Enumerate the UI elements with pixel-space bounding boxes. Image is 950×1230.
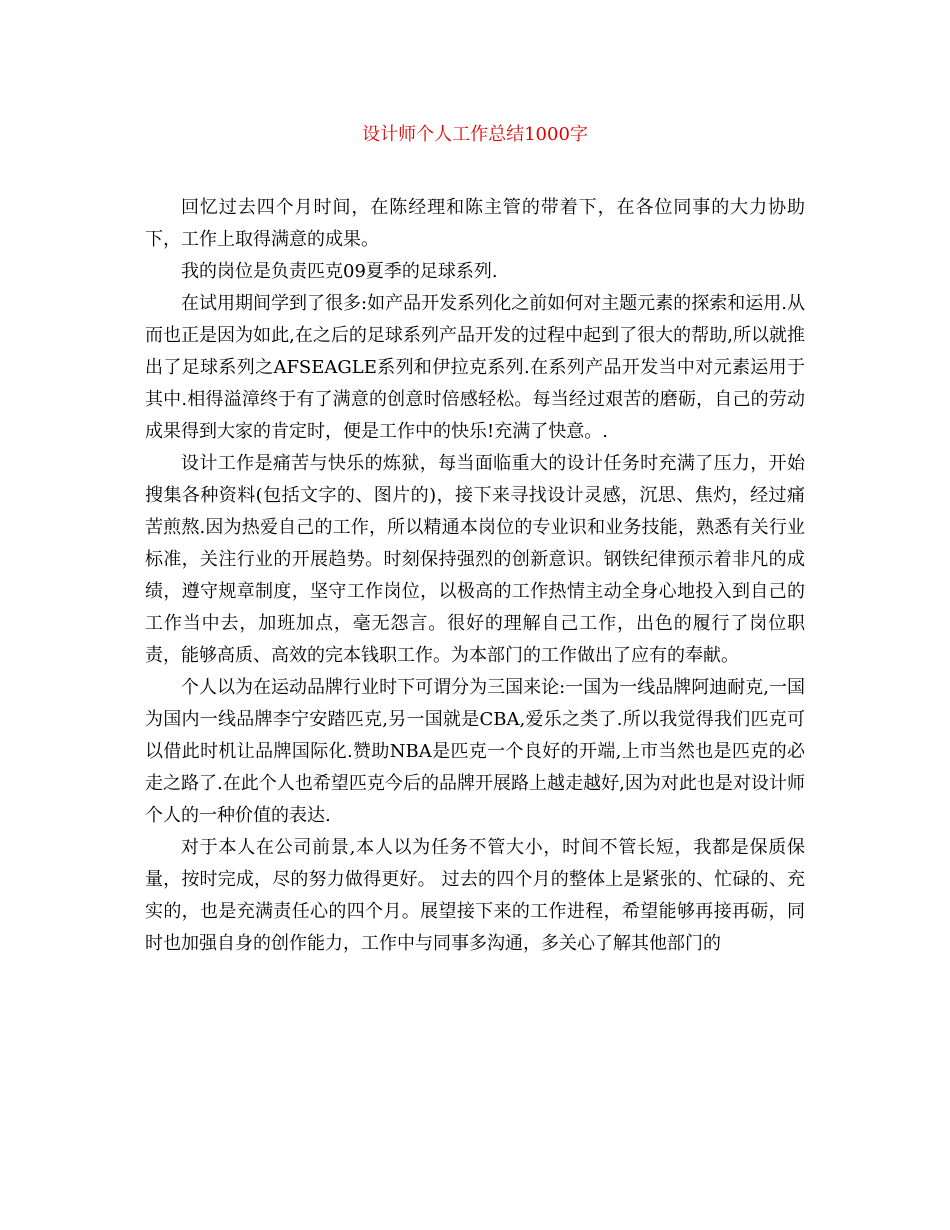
- paragraph-4: 设计工作是痛苦与快乐的炼狱，每当面临重大的设计任务时充满了压力，开始搜集各种资料(包括文字的、图片的)，接下来寻找设计灵感，沉思、焦灼，经过痛苦煎熬.因为热爱自己的工作，所以精通本岗位的专业识和业务技能，熟悉有关行业标准，关注行业的开展趋势。时刻保持强烈的创新意识。钢铁纪律预示着非凡的成绩，遵守规章制度，坚守工作岗位，以极高的工作热情主动全身心地投入到自己的工作当中去，加班加点，毫无怨言。很好的理解自己工作，出色的履行了岗位职责，能够高质、高效的完本钱职工作。为本部门的工作做出了应有的奉献。: [145, 453, 805, 666]
- paragraph-3: 在试用期间学到了很多:如产品开发系列化之前如何对主题元素的探索和运用.从而也正是因为如此,在之后的足球系列产品开发的过程中起到了很大的帮助,所以就推出了足球系列之AFSEAGLE系列和伊拉克系列.在系列产品开发当中对元素运用于其中.相得溢漳终于有了满意的创意时倍感轻松。每当经过艰苦的磨砺，自己的劳动成果得到大家的肯定时，便是工作中的快乐!充满了快意。.: [145, 293, 805, 442]
- document-body: [145, 192, 805, 960]
- document-title: 设计师个人工作总结1000字: [362, 124, 588, 145]
- paragraph-5: 个人以为在运动品牌行业时下可谓分为三国来论:一国为一线品牌阿迪耐克,一国为国内一线品牌李宁安踏匹克,另一国就是CBA,爱乐之类了.所以我觉得我们匹克可以借此时机让品牌国际化.赞助NBA是匹克一个良好的开端,上市当然也是匹克的必走之路了.在此个人也希望匹克今后的品牌开展路上越走越好,因为对此也是对设计师个人的一种价值的表达.: [145, 677, 805, 826]
- paragraph-1: 回忆过去四个月时间，在陈经理和陈主管的带着下，在各位同事的大力协助下，工作上取得满意的成果。: [145, 197, 805, 250]
- paragraph-2: 我的岗位是负责匹克09夏季的足球系列.: [181, 261, 498, 282]
- paragraph-6: 对于本人在公司前景,本人以为任务不管大小，时间不管长短，我都是保质保量，按时完成，尽的努力做得更好。 过去的四个月的整体上是紧张的、忙碌的、充实的，也是充满责任心的四个月。展望接下来的工作进程，希望能够再接再砺，同时也加强自身的创作能力，工作中与同事多沟通，多关心了解其他部门的: [145, 837, 805, 954]
